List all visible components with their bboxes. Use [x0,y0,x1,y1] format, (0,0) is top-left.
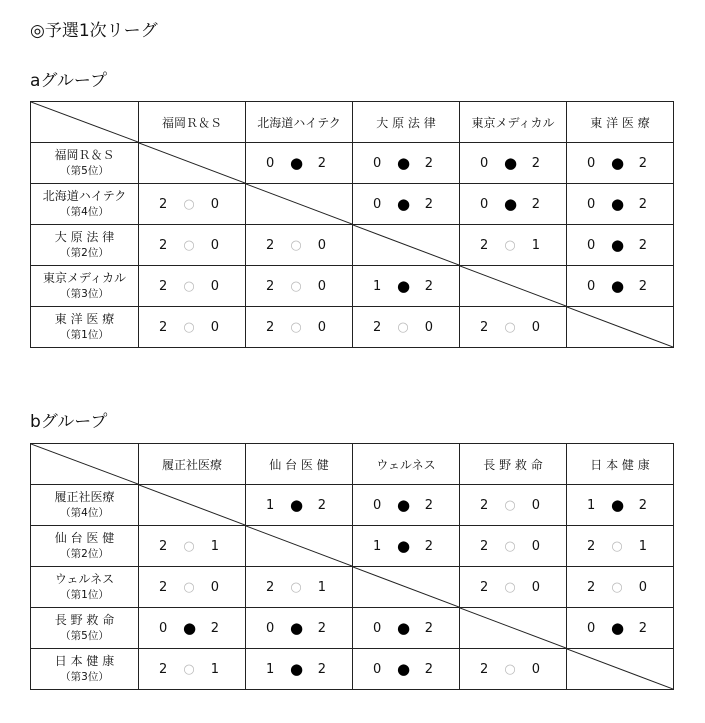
match-score [460,154,566,172]
team-row [31,526,674,567]
win-mark-icon: ○ [183,278,195,294]
score-left: 0 [266,620,275,636]
self-match-cell [460,266,567,307]
self-match-cell [139,143,246,184]
win-mark-icon: ○ [290,278,302,294]
score-left: 0 [480,155,489,171]
score-right: 0 [317,237,326,253]
loss-mark-icon: ● [290,660,304,678]
self-match-diagonal-line [139,143,245,183]
score-right: 2 [638,155,647,171]
score-left: 1 [266,661,275,677]
match-result-cell [567,485,674,526]
match-score [246,580,352,595]
corner-diagonal-line [31,102,138,142]
column-team-header: 履正社医療 [139,444,246,485]
match-result-cell [460,567,567,608]
self-match-cell [353,225,460,266]
score-left: 2 [480,661,489,677]
match-result-cell [460,184,567,225]
match-score [139,197,245,212]
score-right: 1 [317,579,326,595]
match-score [246,238,352,253]
match-result-cell [353,307,460,348]
score-left: 2 [587,538,596,554]
match-score [353,619,459,637]
match-result-cell [246,608,353,649]
team-row [31,184,674,225]
team-rank: （第4位） [60,206,109,218]
win-mark-icon: ○ [504,237,516,253]
score-left: 0 [373,620,382,636]
team-row [31,225,674,266]
match-result-cell [567,143,674,184]
loss-mark-icon: ● [397,660,411,678]
match-result-cell [460,485,567,526]
score-left: 0 [587,155,596,171]
score-right: 1 [638,538,647,554]
team-rank: （第2位） [60,548,109,560]
score-left: 2 [159,538,168,554]
score-right: 2 [638,196,647,212]
win-mark-icon: ○ [504,661,516,677]
win-mark-icon: ○ [183,237,195,253]
corner-diagonal-line [31,444,138,484]
header-row [31,444,674,485]
score-right: 2 [424,620,433,636]
loss-mark-icon: ● [397,619,411,637]
win-mark-icon: ○ [183,661,195,677]
win-mark-icon: ○ [183,196,195,212]
match-score [460,195,566,213]
score-right: 2 [531,155,540,171]
match-result-cell [246,266,353,307]
score-right: 2 [317,497,326,513]
match-score [353,277,459,295]
row-team-name: 東京メディカル [42,271,127,285]
score-left: 2 [159,579,168,595]
match-score [353,320,459,335]
match-result-cell [353,184,460,225]
match-score [567,619,673,637]
row-team-cell [31,266,139,307]
match-result-cell [353,143,460,184]
row-team-cell [31,649,139,690]
win-mark-icon: ○ [183,538,195,554]
score-right: 2 [638,620,647,636]
score-left: 2 [480,579,489,595]
match-score [139,580,245,595]
match-score [139,662,245,677]
match-score [246,660,352,678]
self-match-cell [353,567,460,608]
loss-mark-icon: ● [611,236,625,254]
win-mark-icon: ○ [611,579,623,595]
score-right: 2 [424,196,433,212]
score-right: 1 [210,661,219,677]
score-right: 2 [317,661,326,677]
score-right: 0 [424,319,433,335]
win-mark-icon: ○ [504,497,516,513]
score-right: 0 [210,579,219,595]
match-result-cell [139,266,246,307]
row-team-cell [31,567,139,608]
match-score [567,154,673,172]
win-mark-icon: ○ [290,237,302,253]
score-right: 0 [210,319,219,335]
row-team-name: 長 野 救 命 [54,613,115,627]
match-result-cell [460,307,567,348]
team-rank: （第5位） [60,165,109,177]
team-rank: （第4位） [60,507,109,519]
match-score [567,539,673,554]
match-score [567,496,673,514]
match-result-cell [139,225,246,266]
row-team-cell [31,143,139,184]
score-right: 2 [638,237,647,253]
match-result-cell [567,526,674,567]
score-left: 2 [266,278,275,294]
score-right: 0 [531,538,540,554]
score-right: 0 [531,661,540,677]
loss-mark-icon: ● [290,496,304,514]
team-row [31,649,674,690]
win-mark-icon: ○ [290,319,302,335]
match-score [460,662,566,677]
team-row [31,608,674,649]
win-mark-icon: ○ [504,538,516,554]
column-team-header: 長 野 救 命 [460,444,567,485]
loss-mark-icon: ● [504,154,518,172]
match-result-cell [567,184,674,225]
score-left: 2 [266,319,275,335]
group-a-title: aグループ [30,71,108,91]
loss-mark-icon: ● [611,154,625,172]
score-right: 0 [210,196,219,212]
match-score [567,195,673,213]
score-left: 1 [587,497,596,513]
score-left: 2 [159,196,168,212]
self-match-cell [460,608,567,649]
team-row [31,307,674,348]
score-right: 0 [317,278,326,294]
row-team-name: 福岡Ｒ＆Ｓ [54,148,115,162]
match-result-cell [567,567,674,608]
score-right: 2 [531,196,540,212]
match-score [246,496,352,514]
row-team-name: 東 洋 医 療 [54,312,115,326]
loss-mark-icon: ● [397,195,411,213]
score-left: 0 [159,620,168,636]
score-left: 2 [266,237,275,253]
match-score [567,236,673,254]
win-mark-icon: ○ [183,579,195,595]
match-result-cell [460,649,567,690]
score-right: 2 [424,278,433,294]
score-right: 0 [531,497,540,513]
score-right: 1 [210,538,219,554]
self-match-diagonal-line [353,567,459,607]
score-right: 2 [317,155,326,171]
match-score [567,580,673,595]
match-score [139,619,245,637]
match-result-cell [139,567,246,608]
match-result-cell [460,225,567,266]
loss-mark-icon: ● [397,496,411,514]
header-row [31,102,674,143]
group-b-title: bグループ [30,412,108,432]
match-score [139,539,245,554]
score-right: 2 [424,497,433,513]
win-mark-icon: ○ [504,319,516,335]
score-left: 1 [373,278,382,294]
column-team-header: 日 本 健 康 [567,444,674,485]
self-match-diagonal-line [460,608,566,648]
match-score [353,537,459,555]
score-left: 2 [480,538,489,554]
score-right: 0 [531,579,540,595]
column-team-header: 東 洋 医 療 [567,102,674,143]
match-result-cell [567,225,674,266]
score-left: 1 [266,497,275,513]
score-left: 0 [587,196,596,212]
match-score [460,320,566,335]
self-match-diagonal-line [139,485,245,525]
win-mark-icon: ○ [183,319,195,335]
team-row [31,266,674,307]
score-left: 2 [480,319,489,335]
loss-mark-icon: ● [611,277,625,295]
self-match-diagonal-line [353,225,459,265]
loss-mark-icon: ● [611,195,625,213]
match-result-cell [353,266,460,307]
team-rank: （第1位） [60,589,109,601]
row-team-name: 日 本 健 康 [54,654,115,668]
match-score [353,496,459,514]
team-rank: （第2位） [60,247,109,259]
match-score [567,277,673,295]
match-result-cell [139,649,246,690]
score-left: 0 [480,196,489,212]
match-score [353,195,459,213]
score-right: 2 [638,497,647,513]
row-team-cell [31,225,139,266]
score-right: 2 [317,620,326,636]
match-result-cell [353,526,460,567]
match-score [460,238,566,253]
group-a-league-table [30,101,674,348]
loss-mark-icon: ● [611,496,625,514]
score-right: 0 [317,319,326,335]
column-team-header: 大 原 法 律 [353,102,460,143]
row-team-name: 大 原 法 律 [54,230,115,244]
match-score [139,320,245,335]
match-result-cell [353,649,460,690]
match-score [246,154,352,172]
score-left: 0 [373,497,382,513]
match-score [460,498,566,513]
team-rank: （第5位） [60,630,109,642]
column-team-header: 福岡Ｒ＆Ｓ [139,102,246,143]
group-b-league-table [30,443,674,690]
loss-mark-icon: ● [397,277,411,295]
self-match-cell [567,649,674,690]
row-team-cell [31,608,139,649]
self-match-cell [139,485,246,526]
column-team-header: 東京メディカル [460,102,567,143]
self-match-diagonal-line [567,307,673,347]
row-team-name: 北海道ハイテク [42,189,127,203]
score-right: 1 [531,237,540,253]
column-team-header: 仙 台 医 健 [246,444,353,485]
corner-cell [31,102,139,143]
team-rank: （第3位） [60,671,109,683]
match-result-cell [246,143,353,184]
match-result-cell [246,307,353,348]
self-match-diagonal-line [567,649,673,689]
match-result-cell [246,567,353,608]
score-right: 2 [424,661,433,677]
team-rank: （第3位） [60,288,109,300]
match-result-cell [460,143,567,184]
self-match-cell [567,307,674,348]
win-mark-icon: ○ [290,579,302,595]
match-result-cell [246,649,353,690]
team-row [31,485,674,526]
match-score [246,619,352,637]
match-result-cell [460,526,567,567]
score-left: 2 [159,661,168,677]
corner-cell [31,444,139,485]
match-score [353,660,459,678]
score-right: 2 [638,278,647,294]
loss-mark-icon: ● [290,154,304,172]
match-result-cell [139,526,246,567]
score-left: 2 [159,319,168,335]
self-match-diagonal-line [246,184,352,224]
loss-mark-icon: ● [290,619,304,637]
match-score [460,539,566,554]
self-match-cell [246,526,353,567]
score-left: 2 [480,497,489,513]
match-score [139,279,245,294]
match-result-cell [353,485,460,526]
match-result-cell [139,608,246,649]
row-team-cell [31,526,139,567]
row-team-name: ウェルネス [54,572,115,586]
win-mark-icon: ○ [397,319,409,335]
win-mark-icon: ○ [504,579,516,595]
match-score [460,580,566,595]
row-team-name: 仙 台 医 健 [54,531,115,545]
match-result-cell [567,608,674,649]
column-team-header: 北海道ハイテク [246,102,353,143]
score-right: 0 [210,278,219,294]
match-score [139,238,245,253]
row-team-cell [31,307,139,348]
match-result-cell [567,266,674,307]
match-result-cell [139,307,246,348]
match-result-cell [139,184,246,225]
loss-mark-icon: ● [504,195,518,213]
score-left: 2 [159,278,168,294]
row-team-cell [31,184,139,225]
match-result-cell [353,608,460,649]
loss-mark-icon: ● [397,154,411,172]
score-left: 0 [373,196,382,212]
score-left: 2 [587,579,596,595]
row-team-cell [31,485,139,526]
match-result-cell [246,225,353,266]
match-score [246,320,352,335]
score-left: 1 [373,538,382,554]
self-match-cell [246,184,353,225]
score-left: 2 [266,579,275,595]
self-match-diagonal-line [460,266,566,306]
match-score [246,279,352,294]
self-match-diagonal-line [246,526,352,566]
row-team-name: 履正社医療 [54,490,115,504]
score-right: 0 [531,319,540,335]
score-left: 0 [587,278,596,294]
team-row [31,143,674,184]
score-right: 2 [210,620,219,636]
score-left: 2 [480,237,489,253]
page-title: ◎予選1次リーグ [30,21,158,41]
score-left: 0 [587,237,596,253]
score-left: 0 [587,620,596,636]
match-score [353,154,459,172]
match-result-cell [246,485,353,526]
score-left: 2 [373,319,382,335]
score-right: 2 [424,155,433,171]
score-left: 0 [373,155,382,171]
team-row [31,567,674,608]
loss-mark-icon: ● [183,619,197,637]
score-left: 2 [159,237,168,253]
score-left: 0 [373,661,382,677]
score-right: 0 [210,237,219,253]
score-left: 0 [266,155,275,171]
win-mark-icon: ○ [611,538,623,554]
score-right: 2 [424,538,433,554]
loss-mark-icon: ● [397,537,411,555]
loss-mark-icon: ● [611,619,625,637]
score-right: 0 [638,579,647,595]
column-team-header: ウェルネス [353,444,460,485]
team-rank: （第1位） [60,329,109,341]
